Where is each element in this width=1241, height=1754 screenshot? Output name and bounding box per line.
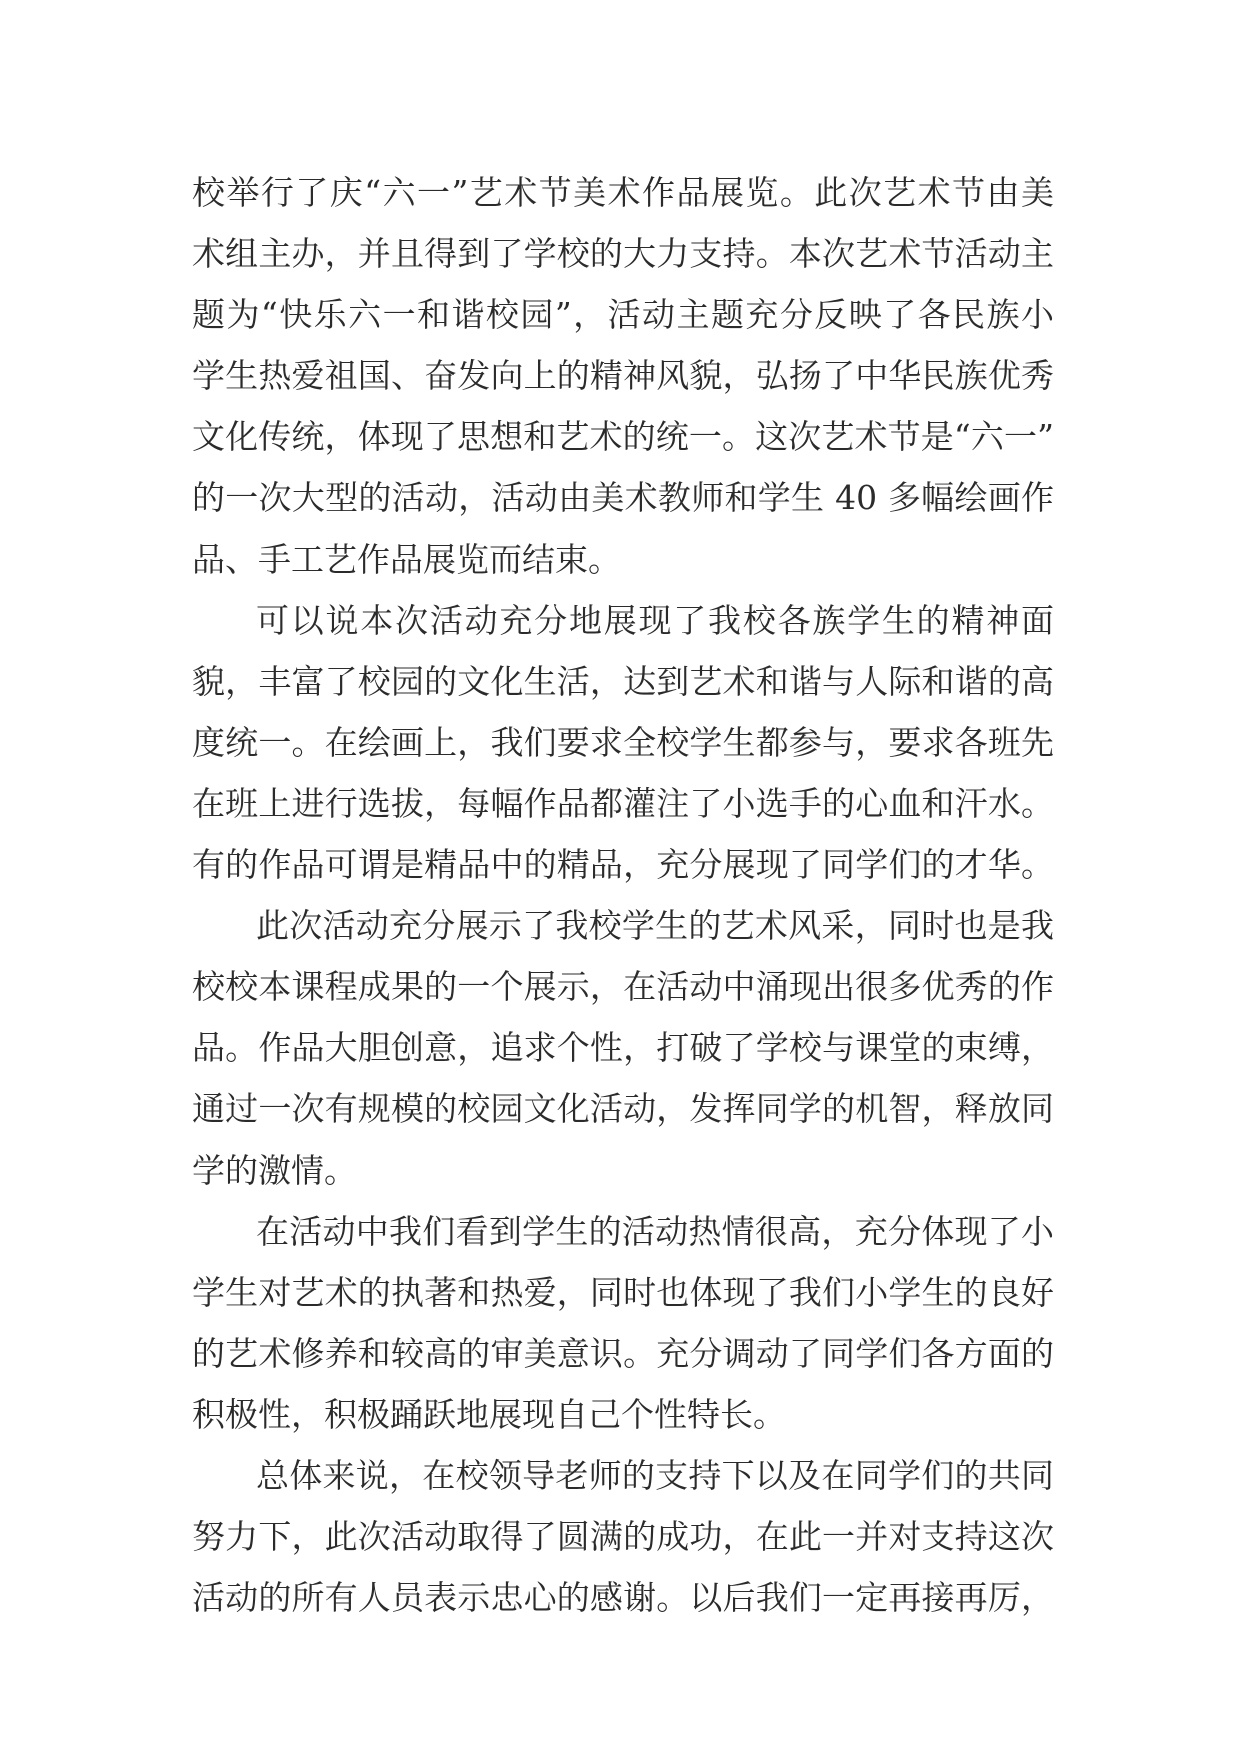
text-line: 的一次大型的活动，活动由美术教师和学生 40 多幅绘画作 [192, 478, 1054, 518]
text-line: 品、手工艺作品展览而结束。 [192, 539, 621, 579]
paragraph-first-line: 此次活动充分展示了我校学生的艺术风采，同时也是我 [256, 906, 1054, 946]
text-line: 有的作品可谓是精品中的精品，充分展现了同学们的才华。 [192, 845, 1054, 885]
text-line: 学生对艺术的执著和热爱，同时也体现了我们小学生的良好 [192, 1272, 1054, 1312]
text-line: 在班上进行选拔，每幅作品都灌注了小选手的心血和汗水。 [192, 783, 1054, 823]
text-line: 积极性，积极踊跃地展现自己个性特长。 [192, 1394, 786, 1434]
text-line: 校校本课程成果的一个展示，在活动中涌现出很多优秀的作 [192, 967, 1054, 1007]
text-line: 貌，丰富了校园的文化生活，达到艺术和谐与人际和谐的高 [192, 661, 1054, 701]
text-line: 校举行了庆“六一”艺术节美术作品展览。此次艺术节由美 [192, 173, 1054, 212]
text-line: 题为“快乐六一和谐校园”，活动主题充分反映了各民族小 [192, 295, 1054, 335]
text-line: 度统一。在绘画上，我们要求全校学生都参与，要求各班先 [192, 722, 1054, 762]
paragraph-first-line: 总体来说，在校领导老师的支持下以及在同学们的共同 [256, 1455, 1054, 1495]
paragraph-first-line: 可以说本次活动充分地展现了我校各族学生的精神面 [256, 600, 1054, 640]
text-line: 学生热爱祖国、奋发向上的精神风貌，弘扬了中华民族优秀 [192, 356, 1054, 396]
text-line: 努力下，此次活动取得了圆满的成功，在此一并对支持这次 [192, 1517, 1054, 1557]
paragraph-first-line: 在活动中我们看到学生的活动热情很高，充分体现了小 [256, 1211, 1054, 1251]
document-body [192, 162, 1054, 1628]
text-line: 术组主办，并且得到了学校的大力支持。本次艺术节活动主 [192, 234, 1054, 274]
text-line: 的艺术修养和较高的审美意识。充分调动了同学们各方面的 [192, 1333, 1054, 1373]
text-line: 品。作品大胆创意，追求个性，打破了学校与课堂的束缚， [192, 1028, 1054, 1068]
text-line: 学的激情。 [192, 1150, 357, 1190]
text-line: 文化传统，体现了思想和艺术的统一。这次艺术节是“六一” [192, 417, 1054, 457]
text-line: 活动的所有人员表示忠心的感谢。以后我们一定再接再厉， [192, 1578, 1054, 1618]
text-line: 通过一次有规模的校园文化活动，发挥同学的机智，释放同 [192, 1089, 1054, 1129]
